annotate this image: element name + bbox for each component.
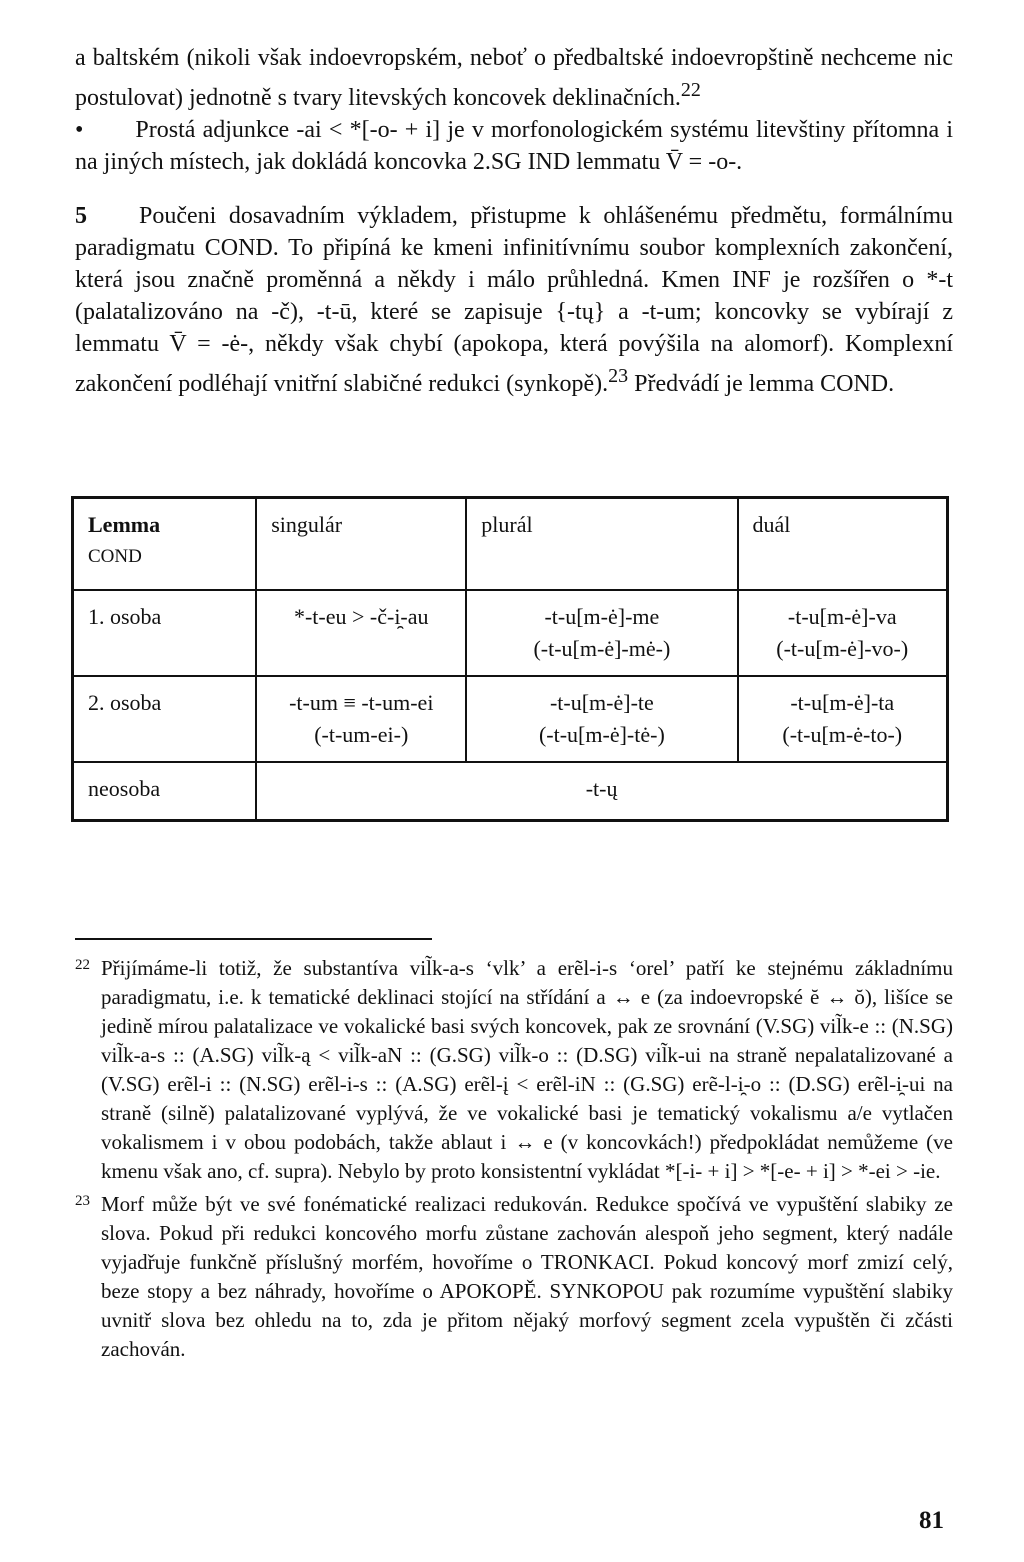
- page-number: 81: [919, 1507, 944, 1534]
- footnote-number: 22: [75, 957, 90, 973]
- section-5-paragraph: 5 Poučeni dosavadním výkladem, přistupme k ohlášenému předmětu, formálnímu paradigmatu COND. To připíná ke kmeni infinitívnímu soubor komplexních zakončení, která jsou značně proměnná a někdy i málo průhledná. Kmen INF je rozšířen o *-t (palatalizováno na -č), -t-ū, které se zapisuje {-tų} a -t-um; koncovky se vybírají z lemmatu V̄ = -ė-, někdy však chybí (apokopa, která povýšila na alomorf). Komplexní zakončení podléhají vnitřní slabičné redukci (synkopě).$^{23}$ Předvádí je lemma COND.: [75, 203, 953, 397]
- footnote-ref-22[interactable]: 22: [680, 79, 701, 101]
- bullet-marker: •: [75, 117, 84, 143]
- header-dual: duál: [738, 498, 948, 590]
- lemma-label: Lemma: [88, 512, 161, 537]
- footnote-ref-23[interactable]: 23: [608, 365, 629, 387]
- table-row: [73, 762, 948, 821]
- singular-cell: *-t-eu > -č-i̯-au: [256, 590, 466, 676]
- dual-cell: -t-u[m-ė]-ta (-t-u[m-ė-to-): [738, 676, 948, 762]
- plural-cell: -t-u[m-ė]-te (-t-u[m-ė]-tė-): [466, 676, 737, 762]
- paragraph-bullet: • Prostá adjunkce -ai < *[-o- + i] je v morfonologickém systému litevštiny přítomna i na jiných místech, jak dokládá koncovka 2.SG IND lemmatu V̄ = -o-.: [75, 117, 953, 175]
- dual-cell: -t-u[m-ė]-va (-t-u[m-ė]-vo-): [738, 590, 948, 676]
- person-cell: 1. osoba: [73, 590, 257, 676]
- main-text: [75, 42, 953, 400]
- lemma-sub: COND: [88, 546, 142, 567]
- table-row: [73, 590, 948, 676]
- person-cell: 2. osoba: [73, 676, 257, 762]
- person-cell: neosoba: [73, 762, 257, 821]
- header-singular: singulár: [256, 498, 466, 590]
- footnote-number: 23: [75, 1193, 90, 1209]
- footnote-23: 23 Morf může být ve své fonématické realizaci redukován. Redukce spočívá ve vypuštění slabiky ze slova. Pokud při redukci koncového morfu zůstane zachován alespoň jeho segment, který nadále vyjadřuje funkčně příslušný morfém, hovoříme o TRONKACI. Pokud koncový morf zmizí celý, beze stopy a bez náhrady, hovoříme o APOKOPĚ. SYNKOPOU pak rozumíme vypuštění slabiky uvnitř slova bez ohledu na to, zda je přitom nějaký morfový segment zcela vypuštěn či zčásti zachován.: [75, 1190, 953, 1364]
- plural-cell: -t-u[m-ė]-me (-t-u[m-ė]-mė-): [466, 590, 737, 676]
- section-number: 5: [75, 203, 87, 229]
- footnotes: [75, 954, 953, 1368]
- paragraph-intro: a baltském (nikoli však indoevropském, neboť o předbaltské indoevropštině nechceme nic postulovat) jednotně s tvary litevských koncovek deklinačních.$^{22}$: [75, 45, 953, 111]
- table-header-row: [73, 498, 948, 590]
- merged-cell: -t-ų: [256, 762, 947, 821]
- footnote-divider: [75, 938, 432, 940]
- table-row: [73, 676, 948, 762]
- singular-cell: -t-um ≡ -t-um-ei (-t-um-ei-): [256, 676, 466, 762]
- header-lemma-cell: [73, 498, 257, 590]
- footnote-22: 22 Přijímáme-li totiž, že substantíva vil̃k-a-s ‘vlk’ a erẽl-i-s ‘orel’ patří ke stejnému základnímu paradigmatu, i.e. k tematické deklinaci stojící na střídání a ↔ e (za indoevropské ĕ ↔ ŏ), lišíce se jedině mírou palatalizace ve vokalické basi svých koncovek, pak ze srovnání (V.SG) vil̃k-e :: (N.SG) vil̃k-a-s :: (A.SG) vil̃k-ą < vil̃k-aN :: (G.SG) vil̃k-o :: (D.SG) vil̃k-ui na straně nepalatalizované a (V.SG) erẽl-i :: (N.SG) erẽl-i-s :: (A.SG) erẽl-į < erẽl-iN :: (G.SG) erẽ-l-i̯-o :: (D.SG) erẽl-i̯-ui na straně (silně) palatalizované vyplývá, že ve vokalické basi je tematický vokalismu a/e vytlačen vokalismem i v obou podobách, takže ablaut i ↔ e (v koncovkách!) předpokládat nemůžeme (ve kmenu však ano, cf. supra). Nebylo by proto konsistentní vykládat *[-i- + i] > *[-e- + i] > *-ei > -ie.: [75, 954, 953, 1186]
- header-plural: plurál: [466, 498, 737, 590]
- cond-paradigm-table: [71, 496, 949, 822]
